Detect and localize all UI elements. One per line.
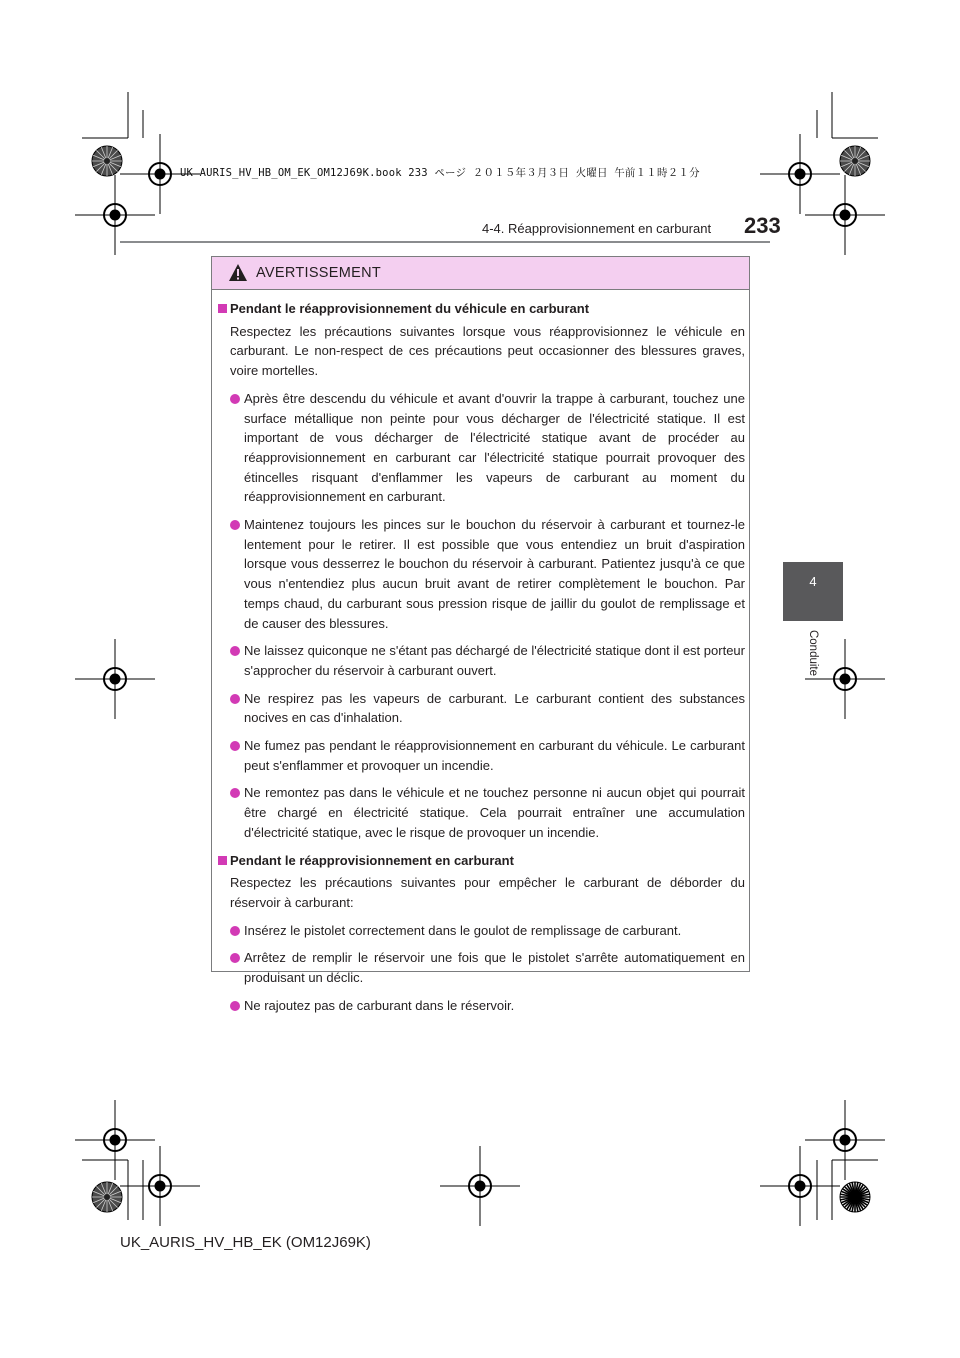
round-bullet-icon (230, 520, 240, 530)
warning-box (211, 256, 750, 1013)
page-number: 233 (744, 213, 781, 238)
round-bullet-icon (230, 741, 240, 751)
chapter-tab-label: Conduite (807, 629, 819, 677)
section-title: 4-4. Réapprovisionnement en carburant (482, 221, 712, 236)
book-file-info: UK AURIS_HV_HB_OM_EK_OM12J69K.book 233 ページ ２０１５年３月３日 火曜日 午前１１時２１分 (180, 167, 700, 179)
round-bullet-icon (230, 788, 240, 798)
section-heading: Pendant le réapprovisionnement en carburant (218, 851, 745, 871)
round-bullet-icon (230, 394, 240, 404)
list-item: Ne respirez pas les vapeurs de carburant. Le carburant contient des substances nocives en cas d'inhalation. (218, 689, 745, 728)
section-intro: Respectez les précautions suivantes lorsque vous réapprovisionnez le véhicule en carburant. Le non-respect de ces précautions peut occasionner des blessures graves, voire mortelles. (230, 323, 745, 379)
round-bullet-icon (230, 1001, 240, 1011)
list-item: Insérez le pistolet correctement dans le goulot de remplissage de carburant. (218, 921, 745, 941)
chapter-tab-number: 4 (809, 574, 817, 589)
manual-code: UK_AURIS_HV_HB_EK (OM12J69K) (120, 1234, 371, 1251)
square-bullet-icon (218, 856, 227, 865)
warning-content (218, 299, 745, 1016)
list-item: Après être descendu du véhicule et avant d'ouvrir la trappe à carburant, touchez une surface métallique non peinte pour vous décharger de l'électricité statique. Il est important de vous décharger de l'électricité statique avant de procéder au réapprovisionnement en carburant car l'électricité statique pourrait provoquer des étincelles risquant d'enflammer les vapeurs de carburant au moment du réapprovisionnement en carburant. (218, 389, 745, 507)
warning-header (212, 257, 749, 290)
round-bullet-icon (230, 646, 240, 656)
section-intro: Respectez les précautions suivantes pour empêcher le carburant de déborder du réservoir à carburant: (230, 875, 745, 910)
chapter-tab (783, 562, 843, 621)
list-item: Ne laissez quiconque ne s'étant pas déchargé de l'électricité statique dont il est porteur s'approcher du réservoir à carburant ouvert. (218, 641, 745, 680)
header-rule (120, 241, 770, 243)
list-item: Ne rajoutez pas de carburant dans le réservoir. (218, 996, 745, 1016)
section-heading: Pendant le réapprovisionnement du véhicule en carburant (218, 299, 745, 319)
list-item: Maintenez toujours les pinces sur le bouchon du réservoir à carburant et tournez-le lentement pour le retirer. Il est possible que vous entendiez un bruit d'aspiration lorsque vous desserrez le bouchon du réservoir à carburant. Patientez jusqu'à ce que vous n'entendiez plus aucun bruit avant de retirer complètement le bouchon. Par temps chaud, du carburant sous pression risque de jaillir du goulot de remplissage et de causer des blessures. (218, 515, 745, 633)
round-bullet-icon (230, 694, 240, 704)
list-item: Ne fumez pas pendant le réapprovisionnement en carburant du véhicule. Le carburant peut s'enflammer et provoquer un incendie. (218, 736, 745, 775)
square-bullet-icon (218, 304, 227, 313)
round-bullet-icon (230, 953, 240, 963)
list-item: Ne remontez pas dans le véhicule et ne touchez personne ni aucun objet qui pourrait être chargé en électricité statique. Cela pourrait entraîner une accumulation d'électricité statique, avec le risque de provoquer un incendie. (218, 783, 745, 842)
warning-triangle-icon (228, 263, 248, 282)
list-item: Arrêtez de remplir le réservoir une fois que le pistolet s'arrête automatiquement en produisant un déclic. (218, 948, 745, 987)
warning-title: AVERTISSEMENT (256, 265, 382, 281)
round-bullet-icon (230, 926, 240, 936)
chapter-tab-label-wrap (783, 623, 843, 683)
